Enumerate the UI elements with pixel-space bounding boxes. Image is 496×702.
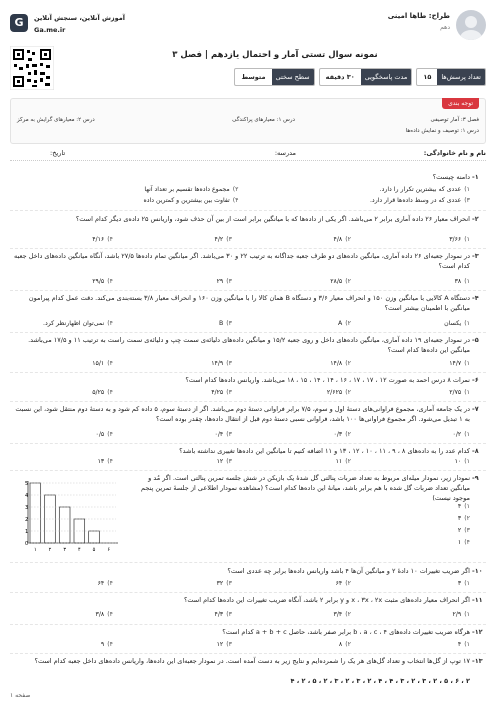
- page-number: صفحه ۱: [10, 692, 31, 699]
- option-3[interactable]: ۳)عددی که در وسط داده‌ها قرار دارد.: [369, 197, 470, 204]
- question-text: نمرات ۸ درس احمد به صورت ۱۲ ، ۱۷ ، ۱۷ ، ۱۶ ، ۱۴ ، ۱۴ ، ۱۵ ، ۱۸ می‌باشد. واریانس داده‌ها کدام است؟: [185, 376, 470, 384]
- question-count-value: ۱۵: [423, 73, 432, 81]
- option-4[interactable]: ۴)۵/۲۵: [92, 389, 113, 396]
- grade-label: دهم: [440, 24, 450, 31]
- option-1[interactable]: ۱)۱۰: [454, 458, 470, 465]
- question-number: ۱۱-: [472, 596, 483, 604]
- option-1[interactable]: ۱)۳/۶۶: [449, 236, 470, 243]
- question-11: [10, 595, 486, 605]
- question-text: ۱۷ توپ از گل‌ها انتخاب و تعداد گل‌های هر یک را شمرده‌ایم و نتایج زیر به دست آمده است. در نمودار جعبه‌ای این داده‌ها، واریانس داده‌های داخل جعبه کدام است؟: [34, 657, 470, 665]
- x-tick-label: ۶: [107, 547, 111, 553]
- site-url[interactable]: Ga.me.ir: [34, 26, 66, 34]
- question-number: ۱۰-: [472, 567, 483, 575]
- option-4[interactable]: ۴)۱: [457, 539, 470, 546]
- question-number: ۶-: [472, 376, 479, 384]
- school-label: مدرسه:: [274, 149, 296, 157]
- option-2[interactable]: ۲)۳/۴: [333, 611, 351, 618]
- option-2[interactable]: ۲)۶۴: [335, 580, 351, 587]
- option-2[interactable]: ۲)۲۸/۵: [330, 278, 351, 285]
- difficulty-value: متوسط: [241, 73, 266, 81]
- bar: [30, 483, 41, 543]
- option-3[interactable]: ۳)۳۲: [216, 580, 232, 587]
- y-tick-label: 4: [25, 493, 29, 499]
- q12-options: [10, 641, 486, 651]
- option-1[interactable]: ۱)۴: [457, 503, 470, 510]
- question-text: نمودار زیر، نمودار میله‌ای مربوط به تعداد ضربات پنالتی گل شدهٔ یک بازیکن در شش جلسه تمرین پنالتی است. اگر مُد و میانگین تعداد ضربات گل شده با هم برابر باشد، میانهٔ این داده‌ها کدام است؟ (مشاهده نمودار اطلاعی از جلسهٔ تمرین پنجم موجود نیست): [141, 474, 470, 502]
- question-count-label: تعداد پرسش‌ها: [437, 69, 485, 85]
- q6-options: [10, 389, 486, 399]
- topic-lesson-central: درس ۲: معیارهای گرایش به مرکز: [17, 117, 95, 123]
- difficulty-label: سطح سختی: [272, 69, 314, 85]
- duration-value: ۳۰ دقیقه: [325, 73, 355, 81]
- question-5: [10, 335, 486, 355]
- difficulty-chip: [234, 68, 314, 86]
- x-tick-label: ۱: [33, 547, 37, 553]
- question-number: ۹-: [472, 474, 479, 482]
- option-4[interactable]: ۴)۹: [100, 641, 113, 648]
- question-text: اگر انحراف معیار داده‌های مثبت x ، ۳x ، ۲x و y برابر ۲ باشد، آنگاه ضریب تغییرات این داده‌ها کدام است؟: [183, 596, 470, 604]
- question-6: [10, 375, 486, 385]
- question-4: [10, 293, 486, 313]
- exam-meta: [64, 68, 486, 84]
- option-4[interactable]: ۴)۱۳: [97, 458, 113, 465]
- option-1[interactable]: ۱)۰/۲: [452, 431, 470, 438]
- option-4[interactable]: ۴)۱۵/۱: [92, 360, 113, 367]
- bar: [89, 531, 100, 543]
- option-1[interactable]: ۱)یکسان: [444, 320, 470, 327]
- question-8: [10, 446, 486, 456]
- option-1[interactable]: ۱)۲/۷۵: [449, 389, 470, 396]
- option-2[interactable]: ۲)۲/۶۲۵: [326, 389, 351, 396]
- question-12: [10, 627, 486, 637]
- option-4[interactable]: ۴)۰/۵: [95, 431, 113, 438]
- option-2[interactable]: ۲)مجموع داده‌ها تقسیم بر تعداد آنها: [144, 186, 239, 193]
- option-1[interactable]: ۱)۳: [457, 580, 470, 587]
- exam-title: نمونه سوال تستی آمار و احتمال یازدهم | فصل ۳: [172, 50, 378, 60]
- question-text: دامنه چیست؟: [432, 173, 470, 181]
- q11-options: [10, 611, 486, 621]
- q1-options-row1: [10, 186, 486, 196]
- qr-code-icon: [10, 46, 54, 90]
- designer-name: طراح: طاها امینی: [387, 12, 450, 20]
- bar: [59, 507, 70, 543]
- option-2[interactable]: ۲)۰/۳: [333, 431, 351, 438]
- x-tick-label: ۲: [48, 547, 52, 553]
- option-2[interactable]: ۲)۴/۸: [333, 236, 351, 243]
- question-number: ۳-: [472, 252, 479, 260]
- question-text: در نمودار جعبه‌ای ۲۶ داده آماری، میانگین داده‌های دو طرف جعبه جداگانه به ترتیب ۲۲ و ۳۰ می‌باشد. اگر میانگین تمام داده‌ها ۲۷/۵ باشد، آنگاه میانگین داده‌های داخل جعبه کدام است؟: [14, 252, 470, 270]
- question-1: [10, 172, 486, 182]
- option-1[interactable]: ۱)۳۸: [454, 278, 470, 285]
- question-number: ۸-: [472, 447, 479, 455]
- option-2[interactable]: ۲)A: [338, 320, 351, 327]
- option-3[interactable]: ۳)۱۲: [216, 458, 232, 465]
- q1-options-row2: [10, 197, 486, 207]
- option-1[interactable]: ۱)عددی که بیشترین تکرار را دارد.: [379, 186, 470, 193]
- y-tick-label: 5: [25, 481, 29, 487]
- q3-options: [10, 278, 486, 288]
- topic-lesson-dispersion: درس ۱: معیارهای پراکندگی: [232, 117, 295, 123]
- y-tick-label: 2: [25, 517, 29, 523]
- question-13: [10, 656, 486, 676]
- page-header: [10, 8, 486, 44]
- duration-chip: [319, 68, 413, 86]
- y-tick-label: 1: [25, 529, 29, 535]
- question-number: ۱۳-: [472, 657, 483, 665]
- topics-tag: توجه بندی: [442, 98, 479, 109]
- option-1[interactable]: ۱)۲/۹: [452, 611, 470, 618]
- q4-options: [10, 320, 486, 330]
- option-3[interactable]: ۳)۰/۴: [214, 431, 232, 438]
- question-number: ۲-: [472, 215, 479, 223]
- q5-options: [10, 360, 486, 370]
- question-2: [10, 214, 486, 224]
- option-1[interactable]: ۱)۴: [457, 641, 470, 648]
- question-3: [10, 251, 486, 271]
- question-text: اگر ضریب تغییرات ۱۰ دادهٔ ۲ و میانگین آن‌ها ۴ باشد واریانس داده‌ها برابر چه عددی است؟: [227, 567, 470, 575]
- exam-info: [10, 46, 486, 94]
- option-1[interactable]: ۱)۱۴/۷: [449, 360, 470, 367]
- option-3[interactable]: ۳)B: [219, 320, 232, 327]
- option-2[interactable]: ۲)۸: [338, 641, 351, 648]
- y-tick-label: 0: [25, 541, 29, 547]
- option-3[interactable]: ۳)۴/۲: [214, 236, 232, 243]
- option-3[interactable]: ۳)۴/۳: [214, 611, 232, 618]
- y-tick-label: 3: [25, 505, 29, 511]
- question-text: دستگاه A کالایی با میانگین وزن ۱۵۰ و انحراف معیار ۳/۶ و دستگاه B همان کالا را با میانگین وزن ۱۶۰ و انحراف معیار ۳/۸ بسته‌بندی می‌کند. دقت عمل کدام پیرامون میانگین با اطمینان بیشتر است؟: [28, 294, 470, 312]
- student-info-bar: [10, 148, 486, 161]
- brand-slogan: آموزش آنلاین، سنجش آنلاین: [34, 14, 126, 22]
- x-tick-label: ۳: [63, 547, 67, 553]
- q13-data: ۲ ، ۶ ، ۵ ، ۲ ، ۳ ، ۲ ، ۳ ، ۴ ، ۴ ، ۲ ، ۳ ، ۲ ، ۳ ، ۲ ، ۵ ، ۲ ، ۴: [290, 677, 470, 685]
- option-4[interactable]: ۴)۴/۱۶: [92, 236, 113, 243]
- question-number: ۴-: [472, 294, 479, 302]
- question-number: ۱۲-: [472, 628, 483, 636]
- option-2[interactable]: ۲)۱۴/۸: [330, 360, 351, 367]
- x-tick-label: ۵: [92, 547, 96, 553]
- date-label: تاریخ:: [50, 149, 66, 157]
- q10-options: [10, 580, 486, 590]
- logo-icon: G: [10, 14, 28, 32]
- option-4[interactable]: ۴)۳/۸: [95, 611, 113, 618]
- x-tick-label: ۴: [77, 547, 81, 553]
- q7-options: [10, 431, 486, 441]
- student-name-label: نام و نام خانوادگی:: [423, 149, 486, 157]
- penalty-bar-chart: [16, 477, 122, 557]
- question-text: در نمودار جعبه‌ای ۱۹ داده آماری، میانگین داده‌های داخل و روی جعبه ۱۵/۲ و میانگین داده‌های دلیا‌ئه‌ی سمت چپ و دلیائه‌ی سمت راست به ترتیب ۱۱ و ۱۷/۵ می‌باشد. میانگین این داده‌ها کدام است؟: [28, 336, 470, 354]
- option-2[interactable]: ۲)۱۱: [335, 458, 351, 465]
- topic-chapter: فصل ۳: آمار توصیفی: [430, 117, 479, 123]
- option-3[interactable]: ۳)۲۹: [216, 278, 232, 285]
- topic-lesson-describe: درس ۱: توصیف و نمایش داده‌ها: [405, 128, 479, 134]
- option-3[interactable]: ۳)۲: [457, 527, 470, 534]
- option-3[interactable]: ۳)۱۲: [216, 641, 232, 648]
- option-4[interactable]: ۴)تفاوت بین بیشترین و کمترین داده: [143, 197, 239, 204]
- option-4[interactable]: ۴)۲۹/۵: [92, 278, 113, 285]
- q2-options: [10, 236, 486, 246]
- question-text: در یک جامعه آماری، مجموع فراوانی‌های دستهٔ اول و سوم، ۷/۵ برابر فراوانی دستهٔ دوم می‌باشد. اگر از دستهٔ سوم، ۵ داده کم شود و به دستهٔ دوم منتقل شود، این نسبت به ۱ تبدیل می‌شود. اگر مجموع فراوانی‌ها ۱۰۰ باشد، فراوانی نسبی دستهٔ دوم قبل از انتقال داده‌ها، چقدر بوده است؟: [15, 405, 470, 423]
- option-2[interactable]: ۲)۳: [457, 515, 470, 522]
- option-4[interactable]: ۴)۶۴: [97, 580, 113, 587]
- avatar: [456, 10, 486, 40]
- topics-box: [10, 98, 486, 144]
- question-number: ۷-: [472, 405, 479, 413]
- question-text: کدام عدد را به داده‌های ۸ ، ۹ ، ۱۱ ، ۱۰ ، ۱۲ ، ۱۳ و ۱۱ اضافه کنیم تا میانگین این داده‌ها تغییری نداشته باشد؟: [179, 447, 470, 455]
- question-number: ۱-: [472, 173, 479, 181]
- question-text: انحراف معیار ۲۶ داده آماری برابر ۲ می‌باشد. اگر یکی از داده‌ها که با میانگین برابر است از بین آن حذف شود، واریانس ۲۵ داده‌ی دیگر کدام است؟: [75, 215, 470, 223]
- question-text: هرگاه ضریب تغییرات داده‌های b ، a ، c ، ۴ برابر صفر باشد، حاصل a + b + c کدام است؟: [222, 628, 470, 636]
- question-10: [10, 566, 486, 576]
- question-count-chip: [416, 68, 486, 86]
- duration-label: مدت پاسخگویی: [361, 69, 412, 85]
- option-3[interactable]: ۳)۱۴/۹: [211, 360, 232, 367]
- option-3[interactable]: ۳)۴/۲۵: [211, 389, 232, 396]
- option-4[interactable]: ۴)نمی‌توان اظهارنظر کرد.: [43, 320, 113, 327]
- q8-options: [10, 458, 486, 468]
- question-7: [10, 404, 486, 434]
- question-number: ۵-: [472, 336, 479, 344]
